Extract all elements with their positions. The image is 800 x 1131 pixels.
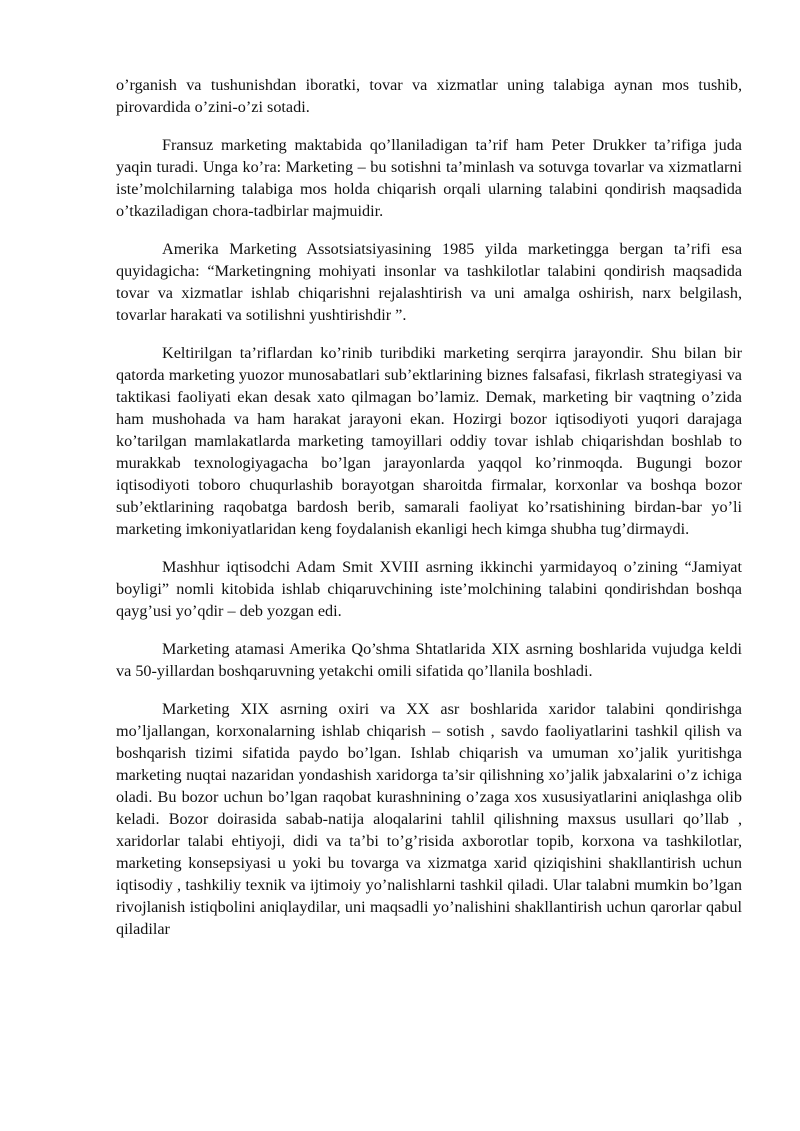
paragraph-american-association: Amerika Marketing Assotsiatsiyasining 1985 yilda marketingga bergan ta’rifi esa quyidagicha: “Marketingning mohiyati insonlar va tashkilotlar talabini qondirish maqsadida tovar va xizmatlar ishlab chiqarishni rejalashtirish va uni amalga oshirish, narx belgilash, tovarlar harakati va sotilishni yushtirishdir ”. xyxy=(116,240,742,324)
paragraph-french-school: Fransuz marketing maktabida qo’llaniladigan ta’rif ham Peter Drukker ta’rifiga juda yaqin turadi. Unga ko’ra: Marketing – bu sotishni ta’minlash va sotuvga tovarlar va xizmatlarni iste’molchilarning talabiga mos holda chiqarish orqali ularning talabini qondirish maqsadida o’tkaziladigan chora-tadbirlar majmuidir. xyxy=(116,136,742,220)
document-page xyxy=(116,74,742,956)
paragraph-adam-smith: Mashhur iqtisodchi Adam Smit XVIII asrning ikkinchi yarmidayoq o’zining “Jamiyat boyligi” nomli kitobida ishlab chiqaruvchining iste’molchining talabini qondirishdan boshqa qayg’usi yo’qdir – deb yozgan edi. xyxy=(116,558,742,620)
paragraph-term-origin: Marketing atamasi Amerika Qo’shma Shtatlarida XIX asrning boshlarida vujudga keldi va 50-yillardan boshqaruvning yetakchi omili sifatida qo’llanila boshladi. xyxy=(116,640,742,680)
paragraph-marketing-history: Marketing XIX asrning oxiri va XX asr boshlarida xaridor talabini qondirishga mo’ljallangan, korxonalarning ishlab chiqarish – sotish , savdo faoliyatlarini tashkil qilish va boshqarish tizimi sifatida paydo bo’lgan. Ishlab chiqarish va umuman xo’jalik yuritishga marketing nuqtai nazaridan yondashish xaridorga ta’sir qilishning xo’jalik jabxalarini o’z ichiga oladi. Bu bozor uchun bo’lgan raqobat kurashnining o’zaga xos xususiyatlarini aniqlashga olib keladi. Bozor doirasida sabab-natija aloqalarini tahlil qilishning maxsus usullari qo’llab , xaridorlar talabi ehtiyoji, didi va ta’bi to’g’risida axborotlar topib, korxona va tashkilotlar, marketing konsepsiyasi u yoki bu tovarga va xizmatga xarid qiziqishini shakllantirish uchun iqtisodiy , tashkiliy texnik va ijtimoiy yo’nalishlarni tashkil qiladi. Ular talabni mumkin bo’lgan rivojlanish istiqbolini aniqlaydilar, uni maqsadli yo’nalishini shakllantirish uchun qarorlar qabul qiladilar xyxy=(116,700,742,938)
paragraph-continuation: o’rganish va tushunishdan iboratki, tovar va xizmatlar uning talabiga aynan mos tushib, pirovardida o’zini-o’zi sotadi. xyxy=(116,76,742,116)
paragraph-definitions-summary: Keltirilgan ta’riflardan ko’rinib turibdiki marketing serqirra jarayondir. Shu bilan bir qatorda marketing yuozor munosabatlari sub’ektlarining biznes falsafasi, fikrlash strategiyasi va taktikasi faoliyati ekan desak xato qilmagan bo’lamiz. Demak, marketing bir vaqtning o’zida ham mushohada va ham harakat jarayoni ekan. Hozirgi bozor iqtisodiyoti yuqori darajaga ko’tarilgan mamlakatlarda marketing tamoyillari oddiy tovar ishlab chiqarishdan boshlab to murakkab texnologiyagacha bo’lgan jarayonlarda yaqqol ko’rinmoqda. Bugungi bozor iqtisodiyoti toboro chuqurlashib borayotgan sharoitda firmalar, korxonlar va boshqa bozor sub’ektlarining raqobatga bardosh berib, samarali faoliyat ko’rsatishining birdan-bar yo’li marketing imkoniyatlaridan keng foydalanish ekanligi hech kimga shubha tug’dirmaydi. xyxy=(116,344,742,538)
